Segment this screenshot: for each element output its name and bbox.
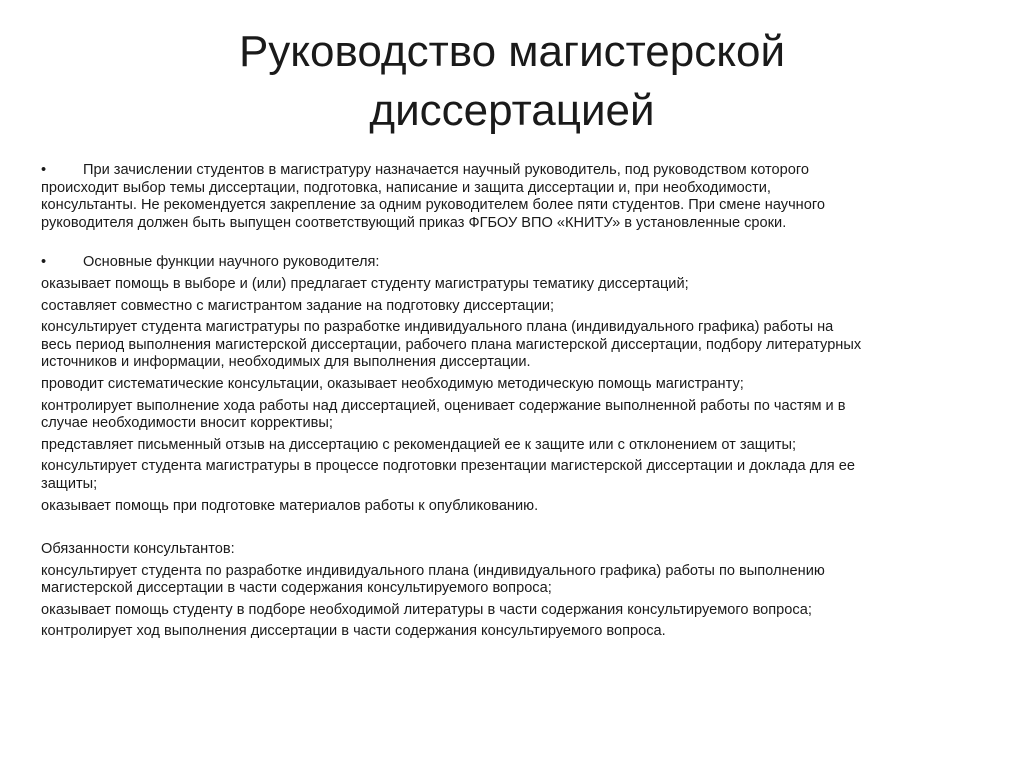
consultants-heading — [41, 541, 1001, 559]
functions-heading-text: Основные функции научного руководителя: — [83, 254, 380, 271]
function-item-line: оказывает помощь при подготовке материалов работы к опубликованию. — [41, 497, 539, 514]
consultant-item-line: магистерской диссертации в части содержания консультируемого вопроса; — [41, 580, 552, 597]
function-item-line: оказывает помощь в выборе и (или) предлагает студенту магистратуры тематику диссертаций; — [41, 275, 689, 292]
function-item-line: защиты; — [41, 475, 98, 492]
slide-body — [41, 162, 1001, 645]
function-item — [41, 458, 1001, 493]
consultants-heading-text: Обязанности консультантов: — [41, 541, 235, 558]
function-item — [41, 398, 1001, 433]
bullet-icon: • — [41, 254, 47, 271]
function-item-line: источников и информации, необходимых для выполнения диссертации. — [41, 354, 531, 371]
consultant-item — [41, 563, 1001, 598]
intro-line: происходит выбор темы диссертации, подготовка, написание и защита диссертации и, при необходимости, — [41, 179, 771, 196]
function-item-line: случае необходимости вносит коррективы; — [41, 415, 333, 432]
consultant-item — [41, 623, 1001, 641]
function-item-line: консультирует студента магистратуры по разработке индивидуального плана (индивидуального графика) работы на — [41, 319, 834, 336]
consultant-item-line: консультирует студента по разработке индивидуального плана (индивидуального графика) работы по выполнению — [41, 562, 825, 579]
intro-line — [41, 162, 1001, 180]
function-item-line: составляет совместно с магистрантом задание на подготовку диссертации; — [41, 297, 555, 314]
intro-line: руководителя должен быть выпущен соответствующий приказ ФГБОУ ВПО «КНИТУ» в установленные сроки. — [41, 214, 787, 231]
functions-heading — [41, 254, 1001, 272]
function-item — [41, 276, 1001, 294]
slide-title — [40, 22, 984, 140]
function-item — [41, 298, 1001, 316]
function-item — [41, 498, 1001, 516]
consultant-item — [41, 602, 1001, 620]
bullet-icon: • — [41, 162, 47, 178]
slide-title-line-1: Руководство магистерской — [238, 27, 786, 76]
function-item — [41, 437, 1001, 455]
function-item-line: весь период выполнения магистерской диссертации, рабочего плана магистерской диссертации, подбору литературных — [41, 336, 862, 353]
function-item-line: контролирует выполнение хода работы над диссертацией, оценивает содержание выполненной работы по частям и в — [41, 397, 846, 414]
intro-line: консультанты. Не рекомендуется закрепление за одним руководителем более пяти студентов. При смене научного — [41, 197, 825, 214]
consultant-item-line: контролирует ход выполнения диссертации в части содержания консультируемого вопроса. — [41, 623, 666, 640]
intro-line-text: При зачислении студентов в магистратуру назначается научный руководитель, под руководством которого — [83, 162, 809, 178]
function-item — [41, 319, 1001, 372]
function-item-line: консультирует студента магистратуры в процессе подготовки презентации магистерской диссертации и доклада для ее — [41, 458, 855, 475]
function-item — [41, 376, 1001, 394]
function-item-line: проводит систематические консультации, оказывает необходимую методическую помощь магистранту; — [41, 375, 744, 392]
intro-paragraph — [41, 162, 1001, 232]
consultant-item-line: оказывает помощь студенту в подборе необходимой литературы в части содержания консультируемого вопроса; — [41, 601, 812, 618]
function-item-line: представляет письменный отзыв на диссертацию с рекомендацией ее к защите или с отклонением от защиты; — [41, 436, 797, 453]
slide-title-line-2: диссертацией — [369, 86, 655, 135]
